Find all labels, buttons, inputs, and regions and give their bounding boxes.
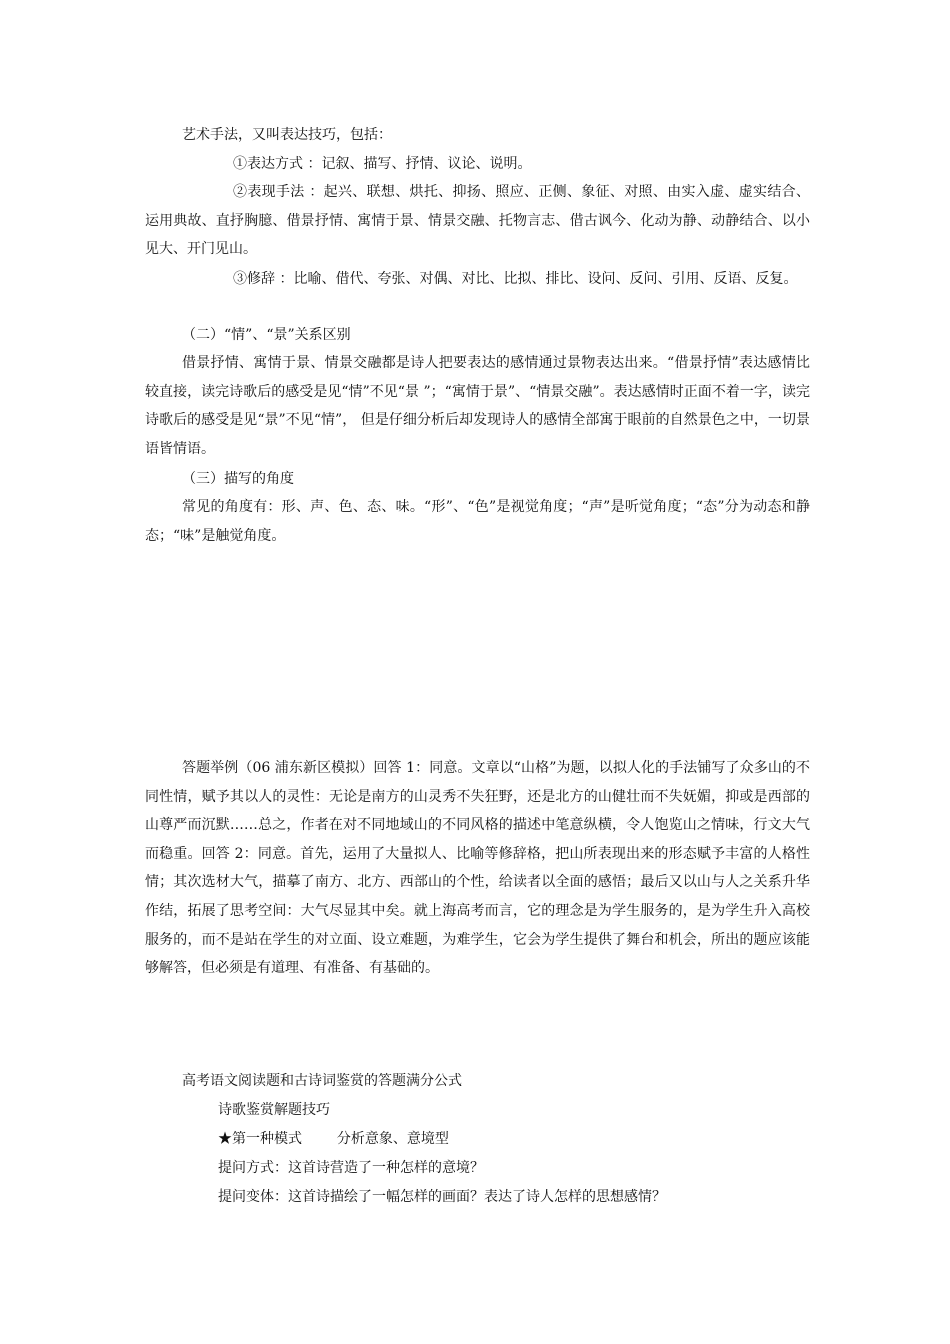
art-techniques-intro: 艺术手法，又叫表达技巧，包括： [182,127,392,143]
section-heading-emotion-scene: （二）“情”、“景”关系区别 [182,327,351,343]
expression-modes-item: ①表达方式 ：记叙、描写、抒情、议论、说明。 [233,156,532,172]
expression-techniques-item [145,178,810,264]
expression-techniques-text: ②表现手法 ：起兴、联想、烘托、抑扬、照应、正侧、象征、对照、由实入虚、虚实结合、运用典故、直抒胸臆、借景抒情、寓情于景、情景交融、托物言志、借古讽今、化动为静、动静结合、以小见大、开门见山。 [145,184,810,258]
section-heading-description-angle: （三）描写的角度 [182,471,294,487]
mode-one-label [218,1129,449,1149]
answer-example-paragraph: 答题举例（06 浦东新区模拟）回答 1：同意。文章以“山格”为题，以拟人化的手法铺写了众多山的不同性情，赋予其以人的灵性：无论是南方的山灵秀不失狂野，还是北方的山健壮而不失妩媚，抑或是西部的山尊严而沉默……总之，作者在对不同地域山的不同风格的描述中笔意纵横，令人饱览山之情味，行文大气而稳重。回答 2：同意。首先，运用了大量拟人、比喻等修辞格，把山所表现出来的形态赋予丰富的人格性情；其次选材大气，描摹了南方、北方、西部山的个性，给读者以全面的感悟；最后又以山与人之关系升华作结，拓展了思考空间：大气尽显其中矣。就上海高考而言，它的理念是为学生服务的，是为学生升入高校服务的，而不是站在学生的对立面、设立难题，为难学生，它会为学生提供了舞台和机会，所出的题应该能够解答，但必须是有道理、有准备、有基础的。 [145,760,810,977]
poetry-appreciation-subtitle: 诗歌鉴赏解题技巧 [218,1102,330,1118]
formula-title: 高考语文阅读题和古诗词鉴赏的答题满分公式 [182,1073,462,1089]
rhetoric-item: ③修辞 ：比喻、借代、夸张、对偶、对比、比拟、排比、设问、反问、引用、反语、反复。 [233,271,798,287]
mode-one-description: 分析意象、意境型 [336,1131,449,1147]
emotion-scene-paragraph: 借景抒情、寓情于景、情景交融都是诗人把要表达的感情通过景物表达出来。“借景抒情”表达感情比较直接，读完诗歌后的感受是见“情”不见“景 ”；“寓情于景”、“情景交融”。表达感情时正面不着一字，读完诗歌后的感受是见“景”不见“情”， 但是仔细分析后却发现诗人的感情全部寓于眼前的自然景色之中，一切景语皆情语。 [145,355,810,457]
question-variant-line: 提问变体：这首诗描绘了一幅怎样的画面？表达了诗人怎样的思想感情？ [218,1189,666,1205]
mode-one-star-label: ★第一种模式 [218,1131,302,1147]
description-angle-paragraph: 常见的角度有：形、声、色、态、味。“形”、“色”是视觉角度；“声”是听觉角度；“态”分为动态和静态；“味”是触觉角度。 [145,499,810,544]
question-format-line: 提问方式：这首诗营造了一种怎样的意境？ [218,1160,484,1176]
